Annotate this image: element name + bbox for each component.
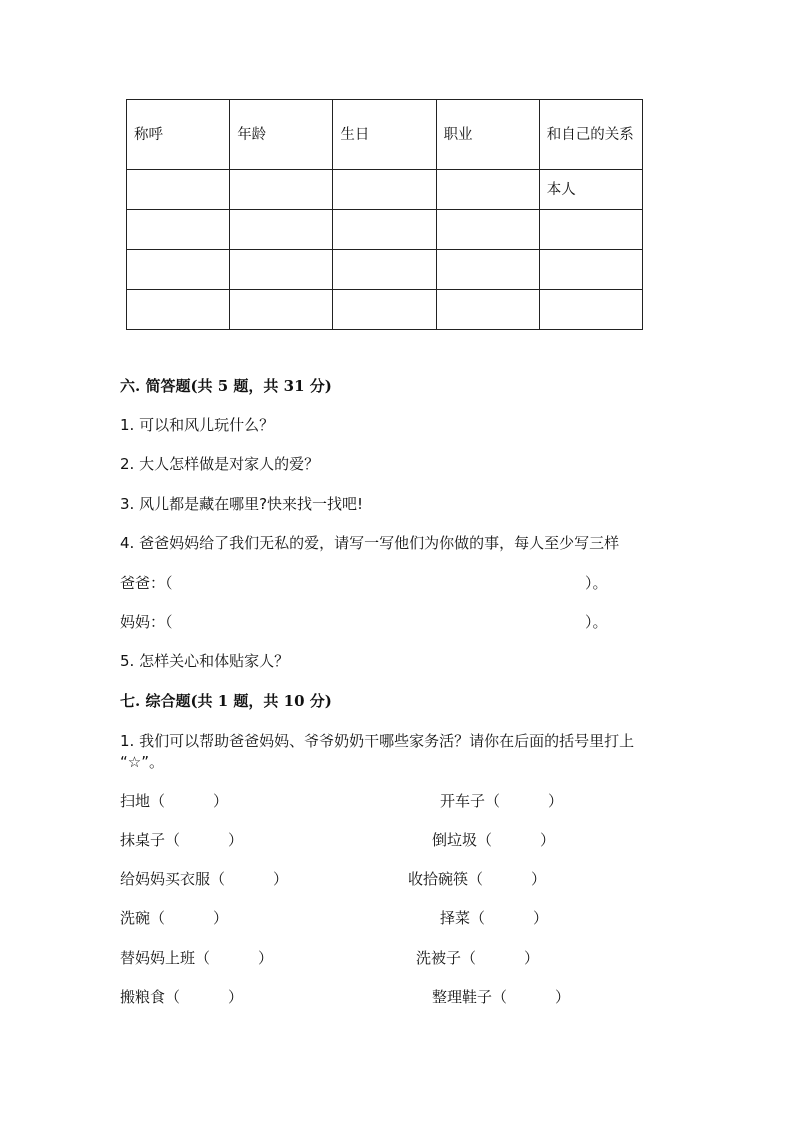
close-paren: ） [540,831,556,849]
table-cell[interactable] [539,250,642,290]
chore-item[interactable] [120,987,243,1007]
open-paren: （ [150,909,166,927]
close-paren: ） [258,949,274,967]
header-cell: 年龄 [230,100,333,170]
table-cell[interactable] [333,290,436,330]
table-cell[interactable] [230,170,333,210]
dad-answer-label: 爸爸：（ [120,574,173,592]
header-cell: 生日 [333,100,436,170]
header-cell: 职业 [436,100,539,170]
close-paren: ） [531,870,547,888]
chore-label: 洗碗 [120,909,151,927]
table-cell[interactable] [436,210,539,250]
open-paren: （ [485,792,501,810]
table-cell[interactable] [230,210,333,250]
chore-label: 替妈妈上班 [120,949,196,967]
table-header-row [127,100,643,170]
open-paren: （ [468,870,484,888]
open-paren: （ [461,949,477,967]
table-row [127,290,643,330]
table-cell[interactable] [127,170,230,210]
chore-item[interactable] [120,948,273,968]
close-paren: ） [228,831,244,849]
close-paren: ） [548,792,564,810]
table-row [127,170,643,210]
table-cell[interactable] [333,250,436,290]
chore-label: 搬粮食 [120,988,166,1006]
open-paren: （ [195,949,211,967]
chore-label: 扫地 [120,792,151,810]
chore-item[interactable] [120,830,243,850]
header-cell: 和自己的关系 [539,100,642,170]
table-cell[interactable] [230,290,333,330]
open-paren: （ [210,870,226,888]
table-cell[interactable] [127,210,230,250]
question-6-2: 2. 大人怎样做是对家人的爱？ [120,455,320,473]
table-cell[interactable] [333,210,436,250]
table-cell[interactable] [539,210,642,250]
close-paren: ） [555,988,571,1006]
mom-answer-close: ）。 [585,613,608,631]
chore-item[interactable] [408,869,546,889]
chore-label: 整理鞋子 [432,988,493,1006]
table-cell[interactable] [333,170,436,210]
open-paren: （ [470,909,486,927]
question-7-1-line2: “☆”。 [120,753,164,771]
header-cell: 称呼 [127,100,230,170]
chore-label: 抹桌子 [120,831,166,849]
close-paren: ） [213,792,229,810]
chore-label: 洗被子 [416,949,462,967]
table-cell[interactable] [436,290,539,330]
chore-item[interactable] [432,830,555,850]
chore-item[interactable] [120,869,288,889]
table-cell[interactable] [230,250,333,290]
chore-item[interactable] [440,791,563,811]
chore-item[interactable] [120,908,228,928]
table-cell[interactable] [127,250,230,290]
table-cell[interactable] [539,290,642,330]
close-paren: ） [228,988,244,1006]
table-cell[interactable] [436,250,539,290]
table-cell[interactable] [127,290,230,330]
dad-answer-close: ）。 [585,574,608,592]
table-cell[interactable] [436,170,539,210]
section-6-heading: 六. 简答题(共 5 题，共 31 分) [120,377,332,395]
close-paren: ） [533,909,549,927]
chore-item[interactable] [120,791,228,811]
section-7-heading: 七. 综合题(共 1 题，共 10 分) [120,692,332,710]
open-paren: （ [477,831,493,849]
mom-answer-label: 妈妈：（ [120,613,173,631]
table-row [127,210,643,250]
open-paren: （ [165,831,181,849]
question-7-1-line1: 1. 我们可以帮助爸爸妈妈、爷爷奶奶干哪些家务活？请你在后面的括号里打上 [120,732,635,750]
chore-label: 收拾碗筷 [408,870,469,888]
table-row [127,250,643,290]
open-paren: （ [492,988,508,1006]
chore-item[interactable] [416,948,539,968]
close-paren: ） [273,870,289,888]
open-paren: （ [165,988,181,1006]
chore-item[interactable] [432,987,570,1007]
chore-label: 开车子 [440,792,486,810]
chore-label: 倒垃圾 [432,831,478,849]
question-6-1: 1. 可以和风儿玩什么？ [120,416,275,434]
question-6-5: 5. 怎样关心和体贴家人？ [120,652,290,670]
open-paren: （ [150,792,166,810]
chore-item[interactable] [440,908,548,928]
close-paren: ） [213,909,229,927]
question-6-3: 3. 风儿都是藏在哪里?快来找一找吧! [120,495,364,513]
close-paren: ） [524,949,540,967]
family-info-table [126,99,643,330]
question-6-4: 4. 爸爸妈妈给了我们无私的爱，请写一写他们为你做的事，每人至少写三样 [120,534,620,552]
chore-label: 择菜 [440,909,471,927]
table-cell: 本人 [539,170,642,210]
chore-label: 给妈妈买衣服 [120,870,211,888]
